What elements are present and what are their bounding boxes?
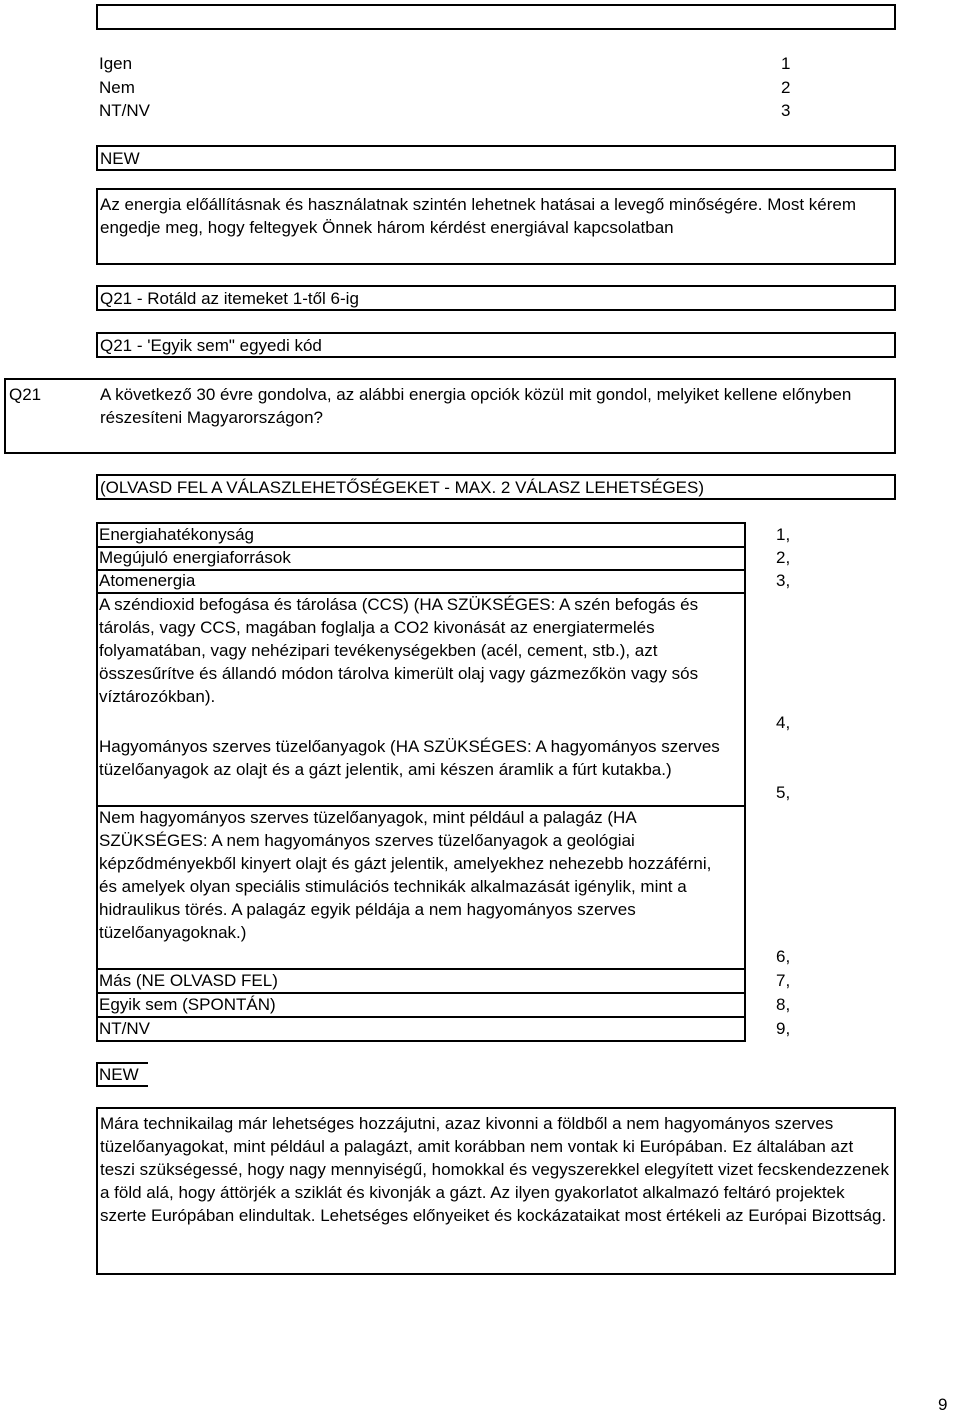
option-1-code: 1,: [776, 525, 791, 544]
option-7-code: 7,: [776, 971, 791, 990]
unique-code-box: [96, 332, 896, 358]
scale-code-2: 2: [781, 78, 791, 97]
option-6-code: 6,: [776, 947, 791, 966]
question-box: [4, 378, 896, 454]
unique-code-note: Q21 - 'Egyik sem" egyedi kód: [100, 336, 322, 355]
option-5-code: 5,: [776, 783, 791, 802]
new-label-2: NEW: [99, 1065, 139, 1084]
option-8-code: 8,: [776, 995, 791, 1014]
top-empty-box: [96, 4, 896, 30]
question-id: Q21: [9, 385, 42, 404]
options-right-border: [744, 522, 746, 1042]
option-2-label: Megújuló energiaforrások: [99, 548, 291, 567]
option-3-label: Atomenergia: [99, 571, 196, 590]
option-1-label: Energiahatékonyság: [99, 525, 255, 544]
option-4-code: 4,: [776, 713, 791, 732]
option-5-label: Hagyományos szerves tüzelőanyagok (HA SZÜKSÉGES: A hagyományos szerves tüzelőanyagok az olajt és a gázt jelentik, ami készen áramlik a fúrt kutakba.): [99, 737, 720, 779]
rotate-note: Q21 - Rotáld az itemeket 1-től 6-ig: [100, 289, 359, 308]
option-3-code: 3,: [776, 571, 791, 590]
option-9-label: NT/NV: [99, 1019, 150, 1038]
option-8-label: Egyik sem (SPONTÁN): [99, 995, 276, 1014]
new-box-1: [96, 145, 896, 171]
rotate-note-box: [96, 285, 896, 311]
instruction-box: [96, 474, 896, 500]
intro-box: [96, 188, 896, 265]
new-label-1: NEW: [100, 149, 140, 168]
page-number: 9: [938, 1395, 948, 1414]
intro-text: Az energia előállításnak és használatnak szintén lehetnek hatásai a levegő minőségére. Most kérem engedje meg, hogy feltegyek Önnek három kérdést energiával kapcsolatban: [100, 195, 856, 237]
read-instruction: (OLVASD FEL A VÁLASZLEHETŐSÉGEKET - MAX. 2 VÁLASZ LEHETSÉGES): [100, 478, 705, 497]
bottom-text-box: [96, 1107, 896, 1275]
option-6-label: Nem hagyományos szerves tüzelőanyagok, mint például a palagáz (HA SZÜKSÉGES: A nem hagyományos szerves tüzelőanyagok a geológiai képződményekből kinyert olajt és gázt jelentik, amelyekhez nehezebb hozzáférni, és amelyek olyan speciális stimulációs technikák alkalmazását igénylik, mint a hidraulikus törés. A palagáz egyik példája a nem hagyományos szerves tüzelőanyagoknak.): [99, 808, 712, 942]
scale-label-nem: Nem: [99, 78, 135, 97]
option-4-label: A széndioxid befogása és tárolása (CCS) (HA SZÜKSÉGES: A szén befogás és tárolás, vagy CCS, magában foglalja a CO2 kivonását az energiatermelés folyamatában, vagy nehézipari tevékenységekben (acél, cement, stb.), azt összesűrítve és állandó módon tárolva kimerült olaj vagy gázmezőkön vagy sós víztározókban).: [99, 595, 699, 706]
scale-label-ntnv: NT/NV: [99, 101, 150, 120]
option-9-code: 9,: [776, 1019, 791, 1038]
options-left-border: [96, 522, 98, 1042]
option-2-code: 2,: [776, 548, 791, 567]
options-divider-8: [96, 1016, 746, 1018]
option-7-label: Más (NE OLVASD FEL): [99, 971, 278, 990]
bottom-text: Mára technikailag már lehetséges hozzájutni, azaz kivonni a földből a nem hagyományos szerves tüzelőanyagokat, mint például a palagázt, amit korábban nem vontak ki Európában. Ez általában azt teszi szükségessé, hogy nagy mennyiségű, homokkal és vegyszerekkel elegyített vizet fecskendezzenek a föld alá, hogy áttörjék a sziklát és kivonják a gázt. Az ilyen gyakorlatot alkalmazó feltáró projektek szerte Európában elindultak. Lehetséges előnyeiket és kockázataikat most értékeli az Európai Bizottság.: [100, 1114, 890, 1225]
scale-label-igen: Igen: [99, 54, 133, 73]
question-text: A következő 30 évre gondolva, az alábbi energia opciók közül mit gondol, melyiket kellene előnyben részesíteni Magyarországon?: [100, 385, 852, 427]
scale-code-1: 1: [781, 54, 791, 73]
scale-code-3: 3: [781, 101, 791, 120]
options-bottom-border: [96, 1040, 746, 1042]
new-2-left-border: [96, 1062, 98, 1086]
